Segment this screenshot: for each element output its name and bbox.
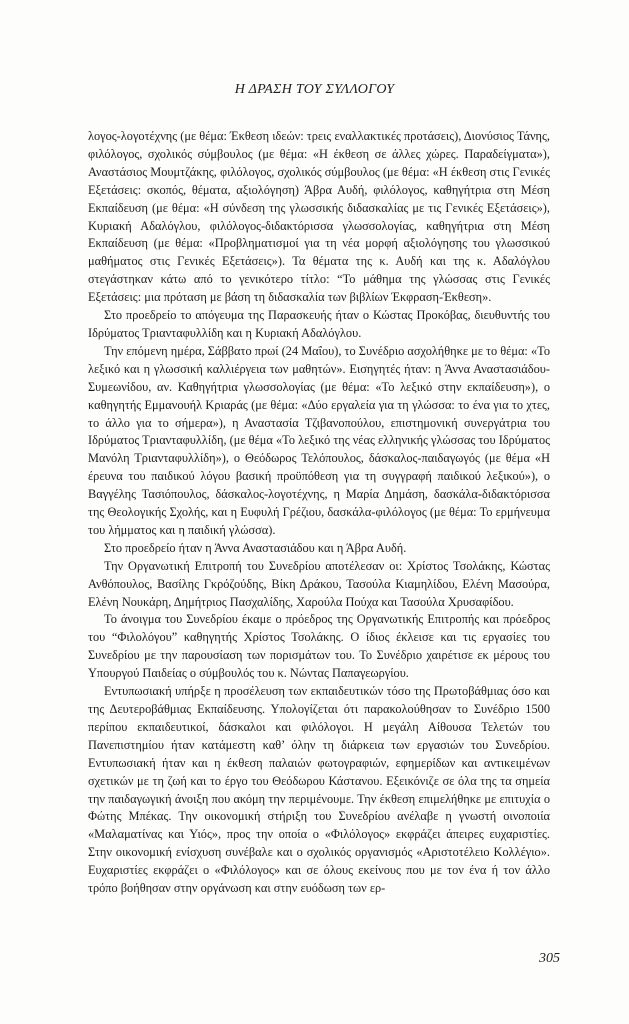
paragraph: Το άνοιγμα του Συνεδρίου έκαμε ο πρόεδρος της Οργανωτικής Επιτροπής και πρόεδρος του “Φιλολόγου” καθηγητής Χρίστος Τσολάκης. Ο ίδιος έκλεισε και τις εργασίες του Συνεδρίου με την παρουσίαση των πορισμάτων του. Το Συνέδριο χαιρέτισε εκ μέρους του Υπουργού Παιδείας ο σύμβουλός του κ. Νώντας Παπαγεωργίου. xyxy=(88,612,550,681)
paragraph: Την επόμενη ημέρα, Σάββατο πρωί (24 Μαΐου), το Συνέδριο ασχολήθηκε με το θέμα: «Το λεξικό και η γλωσσική καλλιέργεια των μαθητών». Εισηγητές ήταν: η Άννα Αναστασιάδου-Συμεωνίδου, αν. Καθηγήτρια γλωσσολογίας (με θέμα: «Το λεξικό στην εκπαίδευση»), ο καθηγητής Εμμανουήλ Κριαράς (με θέμα: «Δύο εργαλεία για τη γλώσσα: το ένα για το χτες, το άλλο για το σήμερα»), η Αναστασία Τζιβανοπούλου, επιστημονική συνεργάτρια του Ιδρύματος Τριανταφυλλίδη, (με θέμα «Το λεξικό της νέας ελληνικής γλώσσας του Ιδρύματος Μανόλη Τριανταφυλλίδη»), ο Θεόδωρος Τελόπουλος, δάσκαλος-παιδαγωγός (με θέμα «Η έρευνα του παιδικού λόγου βασική προϋπόθεση για τη συγγραφή παιδικού λεξικού»), ο Βαγγέλης Τασιόπουλος, δάσκαλος-λογοτέχνης, η Μαρία Δημάση, δασκάλα-διδακτόρισσα της Θεολογικής Σχολής, και η Ευφυλή Γρέζιου, δασκάλα-φιλόλογος (με θέμα: Το ερμήνευμα του λήμματος και η παιδική γλώσσα). xyxy=(88,343,550,537)
paragraph: λογος-λογοτέχνης (με θέμα: Έκθεση ιδεών: τρεις εναλλακτικές προτάσεις), Διονύσιος Τάνης, φιλόλογος, σχολικός σύμβουλος (με θέμα: «Η έκθεση σε άλλες χώρες. Παραδείγματα»), Αναστάσιος Μουμτζάκης, φιλόλογος, σχολικός σύμβουλος (με θέμα: «Η έκθεση στις Γενικές Εξετάσεις: σκοπός, θέματα, αξιολόγηση) Άβρα Αυδή, φιλόλογος, καθηγήτρια στη Μέση Εκπαίδευση (με θέμα: «Η σύνδεση της γλωσσικής διδασκαλίας με τις Γενικές Εξετάσεις»), Κυριακή Αδαλόγλου, φιλόλογος-διδακτόρισσα γλωσσολογίας, καθηγήτρια στη Μέση Εκπαίδευση (με θέμα: «Προβληματισμοί για τη νέα μορφή αξιολόγησης του γλωσσικού μαθήματος στις Γενικές Εξετάσεις»). Τα θέματα της κ. Αυδή και της κ. Αδαλόγλου στεγάστηκαν κάτω από το γενικότερο τίτλο: “Το μάθημα της γλώσσας στις Γενικές Εξετάσεις: μια πρόταση με βάση τη διδασκαλία των βιβλίων Έκφραση-Έκθεση». xyxy=(88,129,550,305)
body-text xyxy=(88,128,550,898)
paragraph: Εντυπωσιακή υπήρξε η προσέλευση των εκπαιδευτικών τόσο της Πρωτοβάθμιας όσο και της Δευτεροβάθμιας Εκπαίδευσης. Υπολογίζεται ότι παρακολούθησαν το Συνέδριο 1500 περίπου εκπαιδευτικοί, δάσκαλοι και φιλόλογοι. Η μεγάλη Αίθουσα Τελετών του Πανεπιστημίου ήταν κατάμεστη καθ’ όλην τη διάρκεια των εργασιών του Συνεδρίου. Εντυπωσιακή ήταν και η έκθεση παλαιών φωτογραφιών, εφημερίδων και αντικειμένων σχετικών με τη ζωή και το έργο του Θεόδωρου Κάστανου. Εξεικόνιζε σε όλα της τα σημεία την παιδαγωγική άνοιξη που ακόμη την περιμένουμε. Την έκθεση επιμελήθηκε με επιτυχία ο Φώτης Μπέκας. Την οικονομική στήριξη του Συνεδρίου ανέλαβε η γνωστή οινοποιία «Μαλαματίνας και Υιός», προς την οποία ο «Φιλόλογος» εκφράζει άπειρες ευχαριστίες. Στην οικονομική ενίσχυση συνέβαλε και ο σχολικός οργανισμός «Αριστοτέλειο Κολλέγιο». Ευχαριστίες εκφράζει ο «Φιλόλογος» και σε όλους εκείνους που με τον ένα ή τον άλλο τρόπο βοήθησαν στην οργάνωση και στην ευόδωση των ερ- xyxy=(88,684,550,896)
running-head: Η ΔΡΑΣΗ ΤΟΥ ΣΥΛΛΟΓΟΥ xyxy=(234,82,395,97)
paragraph: Στο προεδρείο ήταν η Άννα Αναστασιάδου και η Άβρα Αυδή. xyxy=(104,540,407,555)
page-number: 305 xyxy=(539,951,560,966)
paragraph: Στο προεδρείο το απόγευμα της Παρασκευής ήταν ο Κώστας Προκόβας, διευθυντής του Ιδρύματος Τριανταφυλλίδη και η Κυριακή Αδαλόγλου. xyxy=(88,308,550,340)
paragraph: Την Οργανωτική Επιτροπή του Συνεδρίου αποτέλεσαν οι: Χρίστος Τσολάκης, Κώστας Ανθόπουλος, Βασίλης Γκρόζούδης, Βίκη Δράκου, Τασούλα Κιαμηλίδου, Ελένη Μασούρα, Ελένη Νουκάρη, Δημήτριος Πασχαλίδης, Χαρούλα Πούχα και Τασούλα Χρυσαφίδου. xyxy=(88,558,550,609)
